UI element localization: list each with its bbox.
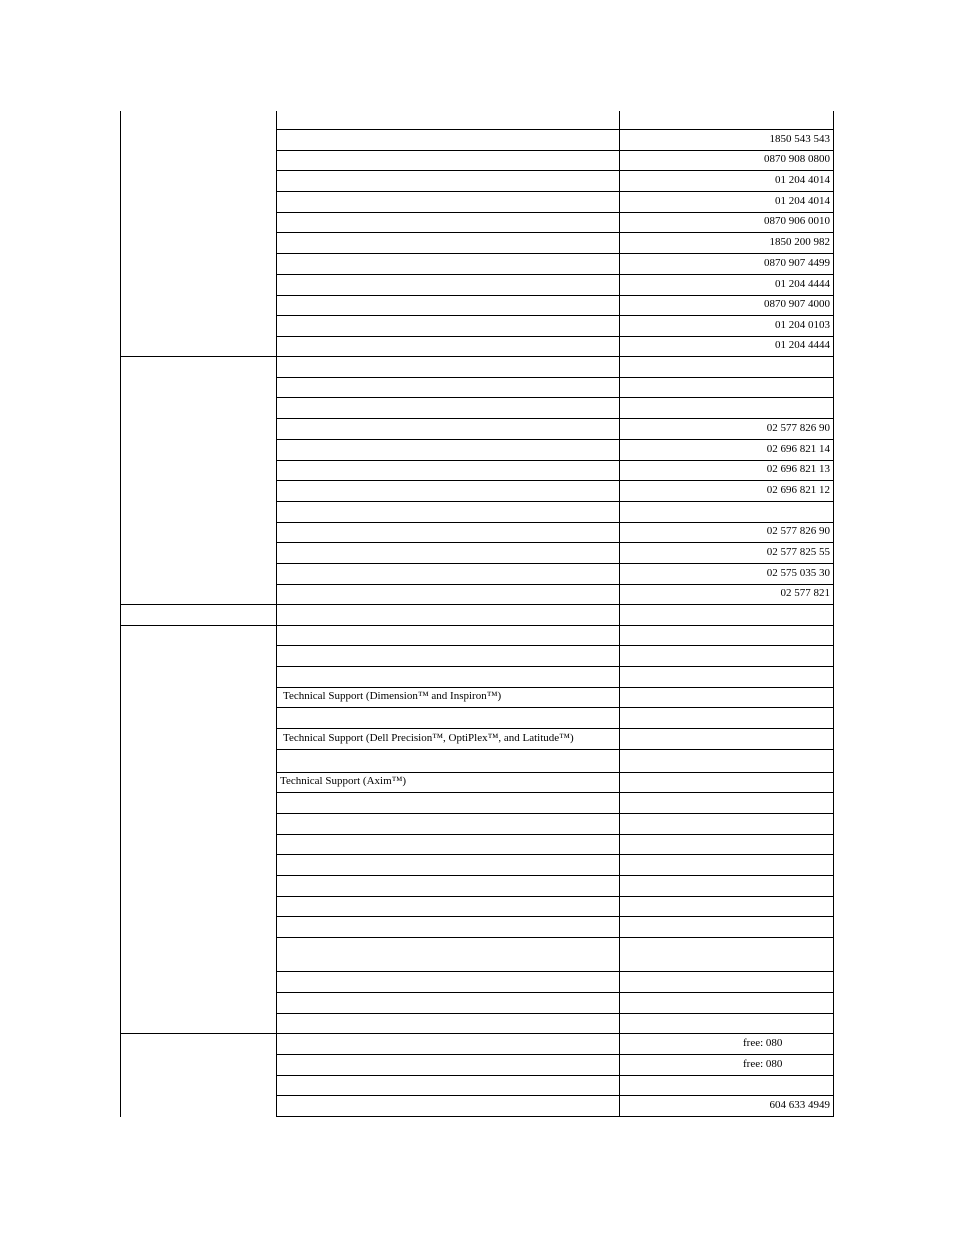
row-divider (276, 875, 834, 876)
row-divider (276, 418, 834, 419)
row-divider (276, 625, 834, 626)
phone-number: 02 575 035 30 (766, 566, 830, 579)
row-divider (276, 191, 834, 192)
phone-number: 0870 908 0800 (764, 153, 830, 165)
row-divider (276, 460, 834, 461)
row-divider (276, 971, 834, 972)
row-divider (276, 1013, 834, 1014)
phone-number: 01 204 4444 (775, 277, 830, 290)
row-divider (276, 1054, 834, 1055)
row-divider (276, 563, 834, 564)
row-divider (276, 1116, 834, 1117)
phone-number: 02 577 821 (780, 587, 830, 599)
phone-number: 0870 907 4000 (764, 298, 830, 310)
row-divider (276, 356, 834, 357)
row-divider (276, 937, 834, 938)
column-divider-1 (276, 111, 277, 1117)
table-border-right (833, 111, 834, 1117)
row-divider (276, 274, 834, 275)
row-divider (276, 896, 834, 897)
row-divider (276, 1095, 834, 1096)
row-divider (276, 834, 834, 835)
group-divider (120, 604, 276, 605)
phone-number: free: 080 (743, 1036, 783, 1049)
row-divider (276, 129, 834, 130)
row-divider (276, 728, 834, 729)
phone-number: 1850 200 982 (769, 235, 830, 248)
phone-number: 1850 543 543 (769, 132, 830, 145)
phone-number: 02 577 826 90 (766, 421, 830, 434)
row-divider (276, 813, 834, 814)
row-divider (276, 480, 834, 481)
row-divider (276, 439, 834, 440)
row-divider (276, 336, 834, 337)
row-divider (276, 501, 834, 502)
row-divider (276, 604, 834, 605)
phone-number: 02 696 821 13 (766, 463, 830, 475)
phone-number: 02 577 826 90 (766, 525, 830, 537)
row-divider (276, 212, 834, 213)
row-divider (276, 1075, 834, 1076)
phone-number: 01 204 0103 (775, 318, 830, 331)
phone-number: 01 204 4444 (775, 339, 830, 351)
row-divider (276, 666, 834, 667)
row-divider (276, 584, 834, 585)
phone-number: 0870 907 4499 (764, 256, 830, 269)
service-label: Technical Support (Dell Precision™, OptiPlex™, and Latitude™) (283, 731, 574, 744)
group-divider (120, 356, 276, 357)
phone-number: 01 204 4014 (775, 194, 830, 207)
row-divider (276, 992, 834, 993)
row-divider (276, 772, 834, 773)
row-divider (276, 150, 834, 151)
row-divider (276, 707, 834, 708)
row-divider (276, 792, 834, 793)
column-divider-2 (619, 111, 620, 1117)
row-divider (276, 1033, 834, 1034)
group-divider (120, 625, 276, 626)
table-border-left (120, 111, 121, 1117)
phone-number: 02 577 825 55 (766, 545, 830, 558)
phone-number: 02 696 821 14 (766, 442, 830, 455)
row-divider (276, 916, 834, 917)
phone-number: 0870 906 0010 (764, 215, 830, 227)
row-divider (276, 522, 834, 523)
row-divider (276, 170, 834, 171)
service-label: Technical Support (Dimension™ and Inspiron™) (283, 690, 502, 702)
row-divider (276, 645, 834, 646)
row-divider (276, 253, 834, 254)
row-divider (276, 397, 834, 398)
phone-number: free: 080 (743, 1057, 783, 1070)
row-divider (276, 295, 834, 296)
row-divider (276, 687, 834, 688)
phone-number: 02 696 821 12 (766, 483, 830, 496)
service-label: Technical Support (Axim™) (280, 775, 407, 787)
row-divider (276, 854, 834, 855)
row-divider (276, 315, 834, 316)
row-divider (276, 749, 834, 750)
row-divider (276, 377, 834, 378)
group-divider (120, 1033, 276, 1034)
phone-number: 604 633 4949 (769, 1098, 830, 1111)
row-divider (276, 232, 834, 233)
phone-number: 01 204 4014 (775, 173, 830, 186)
row-divider (276, 542, 834, 543)
